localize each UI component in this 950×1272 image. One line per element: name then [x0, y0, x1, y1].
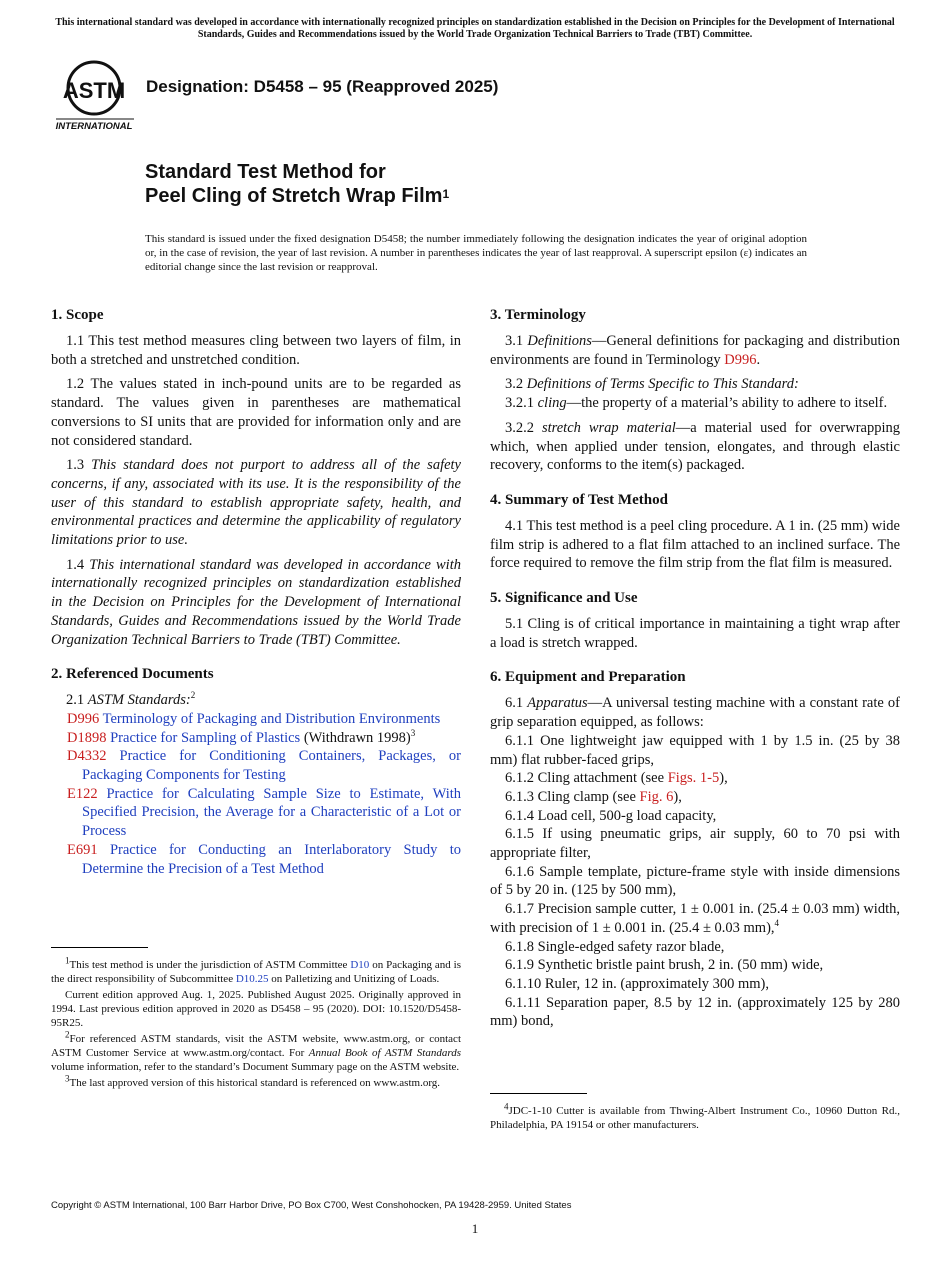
paragraph-3-2-1: 3.2.1 cling—the property of a material’s ability to adhere to itself. [505, 395, 888, 412]
section-heading-equipment: 6. Equipment and Preparation [490, 669, 686, 686]
footnote-ref-4[interactable]: 4 [774, 918, 780, 929]
left-column [51, 306, 461, 878]
paragraph-6-1-1: 6.1.1 One lightweight jaw equipped with 1 by 1.5 in. (25 by 38 mm) flat rubber-faced grips, [490, 732, 900, 768]
top-notice: This international standard was developed in accordance with internationally recognized principles on standardization established in the Decision on Principles for the Development of International Standards, Guides and Recommendations issued by the World Trade Organization Technical Barriers to Trade (TBT) Committee. [55, 17, 895, 40]
paragraph-6-1-8: 6.1.8 Single-edged safety razor blade, [505, 938, 725, 955]
committee-link[interactable]: D10 [350, 959, 370, 971]
section-heading-summary: 4. Summary of Test Method [490, 491, 668, 508]
paragraph-6-1: 6.1 Apparatus—A universal testing machine with a constant rate of grip separation equipped, as follows: [490, 695, 901, 731]
footnotes-right [490, 1101, 900, 1134]
footnote-2: $^2$For referenced ASTM standards, visit the ASTM website, www.astm.org, or contact ASTM Customer Service at www.astm.org/contact. For Annual Book of ASTM Standards volume information, refer to the standard’s Document Summary page on the ASTM website. [51, 1029, 461, 1073]
paragraph-6-1-11: 6.1.11 Separation paper, 8.5 by 12 in. (approximately 125 by 280 mm) bond, [490, 994, 900, 1030]
paragraph-3-2-2: 3.2.2 stretch wrap material—a material used for overwrapping which, when applied under tension, elongates, and through elastic recovery, conforms to the item(s) packaged. [490, 419, 900, 474]
paragraph-4-1: 4.1 This test method is a peel cling procedure. A 1 in. (25 mm) wide film strip is adhered to a flat film attached to an inclined surface. The force required to remove the film strip from the flat film is measured. [490, 517, 900, 572]
paragraph-6-1-3: 6.1.3 Cling clamp (see Fig. 6), [505, 788, 682, 805]
paragraph-6-1-6: 6.1.6 Sample template, picture-frame style with inside dimensions of 5 by 20 in. (125 by 500 mm), [490, 863, 900, 899]
title-line-1: Standard Test Method for [145, 161, 386, 183]
paragraph-3-1: 3.1 Definitions—General definitions for packaging and distribution environments are found in Terminology D996. [490, 333, 901, 368]
footnote-1-edition: Current edition approved Aug. 1, 2025. Published August 2025. Originally approved in 1994. Last previous edition approved in 2020 as D5458 – 95 (2020). DOI: 10.1520/D5458-95R25. [51, 989, 461, 1029]
title-line-2: Peel Cling of Stretch Wrap Film [145, 185, 443, 207]
footnote-ref-2[interactable]: 2 [190, 690, 196, 701]
section-heading-referenced-documents: 2. Referenced Documents [51, 666, 214, 683]
paragraph-5-1: 5.1 Cling is of critical importance in maintaining a tight wrap after a load is stretch wrapped. [490, 616, 900, 651]
footnote-4: $^4$JDC-1-10 Cutter is available from Thwing-Albert Instrument Co., 10960 Dutton Rd., Philadelphia, PA 19154 or other manufacturers. [490, 1101, 900, 1131]
logo-subtext: INTERNATIONAL [55, 121, 133, 132]
paragraph-6-1-2: 6.1.2 Cling attachment (see Figs. 1-5), [505, 770, 728, 787]
footnotes-left [51, 955, 461, 1092]
footnote-divider [51, 947, 148, 948]
reference-item[interactable]: D996 Terminology of Packaging and Distribution Environments [67, 710, 441, 727]
section-heading-scope: 1. Scope [51, 307, 104, 323]
figs-1-5-link[interactable]: Figs. 1-5 [667, 770, 720, 787]
paragraph-3-2: 3.2 Definitions of Terms Specific to This Standard: [505, 376, 799, 393]
fig-6-link[interactable]: Fig. 6 [639, 788, 674, 805]
reference-item[interactable]: E122 Practice for Calculating Sample Size to Estimate, With Specified Precision, the Average for a Characteristic of a Lot or Process [67, 785, 461, 840]
paragraph-2-1: 2.1 ASTM Standards:$^2$ [66, 690, 196, 709]
page-number: 1 [471, 1221, 479, 1236]
section-heading-terminology: 3. Terminology [490, 307, 586, 323]
paragraph-1-2: 1.2 The values stated in inch-pound units are to be regarded as standard. The values given in parentheses are mathematical conversions to SI units that are provided for information only and are not considered standard. [51, 376, 461, 449]
reference-list [51, 710, 461, 878]
reference-item[interactable]: E691 Practice for Conducting an Interlaboratory Study to Determine the Precision of a Test Method [67, 841, 462, 877]
paragraph-1-4: 1.4 This international standard was developed in accordance with internationally recognized principles on standardization established in the Decision on Principles for the Development of International Standards, Guides and Recommendations issued by the World Trade Organization Technical Barriers to Trade (TBT) Committee. [51, 556, 461, 648]
paragraph-6-1-7: 6.1.7 Precision sample cutter, 1 ± 0.001 in. (25.4 ± 0.03 mm) width, with precision of 1 ± 0.001 in. (25.4 ± 0.03 mm),$^4$ [490, 901, 900, 936]
page-title [145, 160, 449, 208]
paragraph-6-1-9: 6.1.9 Synthetic bristle paint brush, 2 in. (50 mm) wide, [505, 957, 824, 974]
paragraph-6-1-5: 6.1.5 If using pneumatic grips, air supply, 60 to 70 psi with appropriate filter, [490, 826, 900, 862]
d996-link[interactable]: D996 [724, 351, 757, 368]
paragraph-6-1-4: 6.1.4 Load cell, 500-g load capacity, [505, 807, 717, 824]
reference-item[interactable]: D4332 Practice for Conditioning Containers, Packages, or Packaging Components for Testing [67, 748, 461, 784]
paragraph-1-3: 1.3 This standard does not purport to address all of the safety concerns, if any, associated with its use. It is the responsibility of the user of this standard to establish appropriate safety, health, and environmental practices and determine the applicability of regulatory limitations prior to use. [51, 457, 461, 549]
astm-logo [54, 58, 136, 132]
paragraph-1-1: 1.1 This test method measures cling between two layers of film, in both a stretched and unstretched condition. [51, 333, 461, 368]
title-footnote-ref[interactable]: 1 [442, 187, 450, 201]
paragraph-6-1-10: 6.1.10 Ruler, 12 in. (approximately 300 mm), [505, 975, 770, 992]
logo-text: ASTM [62, 78, 126, 103]
footnote-divider-right [490, 1093, 587, 1094]
reference-item[interactable]: D1898 Practice for Sampling of Plastics (Withdrawn 1998)$^3$ [67, 727, 416, 746]
copyright: Copyright © ASTM International, 100 Barr Harbor Drive, PO Box C700, West Conshohocken, PA 19428-2959. United States [51, 1200, 572, 1211]
footnote-3: $^3$The last approved version of this historical standard is referenced on www.astm.org. [65, 1073, 441, 1089]
right-column [490, 306, 900, 1031]
subcommittee-link[interactable]: D10.25 [235, 973, 269, 985]
designation: Designation: D5458 – 95 (Reapproved 2025) [146, 77, 499, 96]
issued-note: This standard is issued under the fixed designation D5458; the number immediately following the designation indicates the year of original adoption or, in the case of revision, the year of last revision. A number in parentheses indicates the year of last reapproval. A superscript epsilon (ε) indicates an editorial change since the last revision or reapproval. [145, 233, 807, 273]
footnote-1: $^1$This test method is under the jurisdiction of ASTM Committee D10 on Packaging and is the direct responsibility of Subcommittee D10.25 on Palletizing and Unitizing of Loads. [51, 955, 461, 985]
section-heading-significance: 5. Significance and Use [490, 590, 638, 607]
